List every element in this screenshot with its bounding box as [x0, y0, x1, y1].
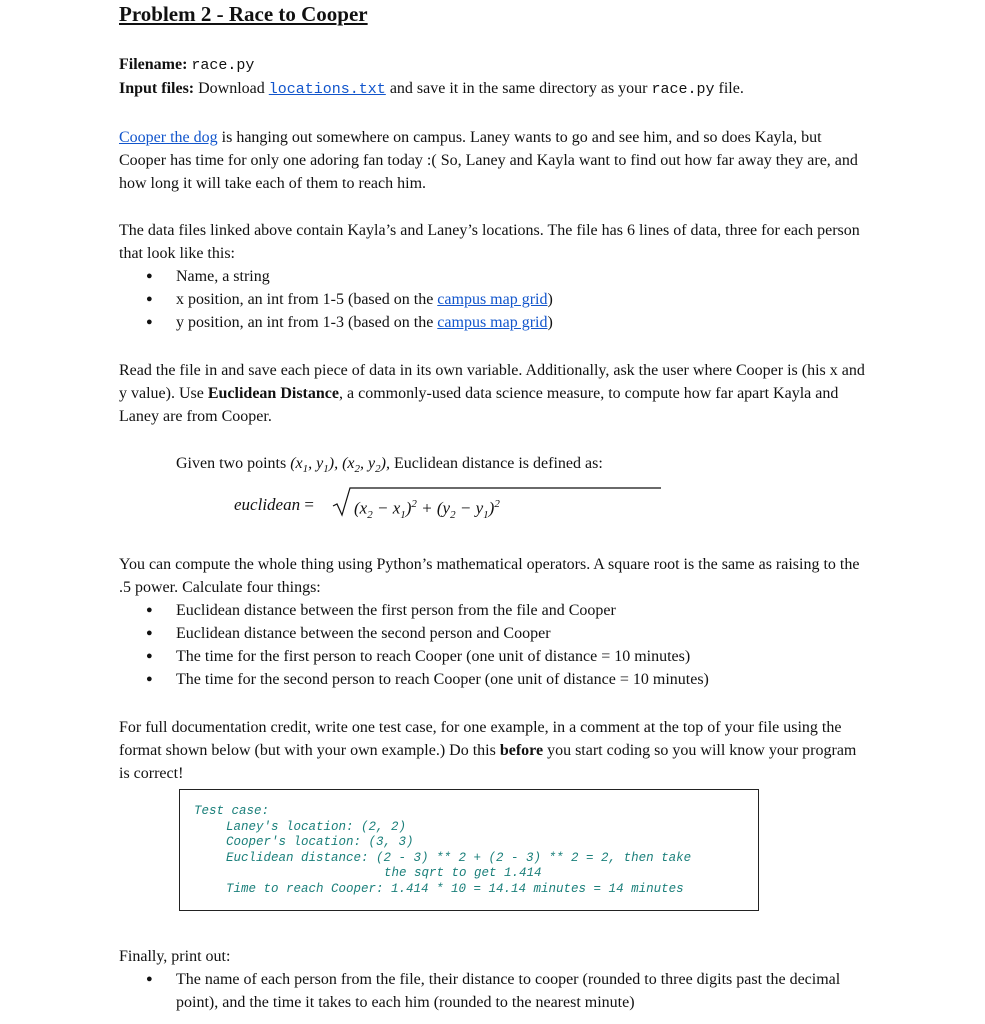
page-title: Problem 2 - Race to Cooper — [119, 2, 368, 26]
data-paragraph: The data files linked above contain Kayla’s and Laney’s locations. The file has 6 lines of data, three for each person that look like this: — [119, 222, 860, 262]
filename-value: race.py — [191, 57, 255, 74]
before-bold: before — [499, 742, 544, 759]
input-files-line — [119, 77, 869, 101]
list-item: ● Euclidean distance between the second person and Cooper — [119, 622, 869, 645]
code-line: Time to reach Cooper: 1.414 * 10 = 14.14 minutes = 14 minutes — [226, 881, 684, 896]
input-text-2: and save it in the same directory as your — [389, 80, 648, 97]
filename-line — [119, 53, 869, 77]
code-line: Laney's location: (2, 2) — [226, 819, 407, 834]
read-paragraph: Read the file in and save each piece of data in its own variable. Additionally, ask the user where Cooper is (his x and y value). Use Euclidean Distance, a commonly-used data science measure, to compute how far apart Kayla and Laney are from Cooper. — [119, 362, 865, 425]
compute-paragraph: You can compute the whole thing using Python’s mathematical operators. A square root is the same as raising to the .5 power. Calculate four things: — [119, 556, 860, 596]
code-line: the sqrt to get 1.414 — [384, 866, 542, 881]
list-item: ● The time for the second person to reach Cooper (one unit of distance = 10 minutes) — [119, 668, 869, 691]
final-list — [119, 968, 869, 1014]
campus-map-link[interactable]: campus map grid — [437, 291, 548, 308]
locations-link[interactable]: locations.txt — [268, 81, 386, 98]
code-line: Test case: — [194, 804, 270, 818]
list-item: ● x position, an int from 1-5 (based on the campus map grid) — [119, 288, 869, 311]
input-code: race.py — [651, 81, 715, 98]
input-text-1: Download — [198, 80, 265, 97]
input-files-label: Input files: — [119, 80, 195, 97]
list-item: ● y position, an int from 1-3 (based on the campus map grid) — [119, 311, 869, 334]
code-line: Euclidean distance: (2 - 3) ** 2 + (2 - 3) ** 2 = 2, then take — [226, 850, 692, 865]
list-item: ● The time for the first person to reach Cooper (one unit of distance = 10 minutes) — [119, 645, 869, 668]
cooper-link[interactable]: Cooper the dog — [119, 129, 218, 146]
campus-map-link[interactable]: campus map grid — [437, 314, 548, 331]
input-text-3: file. — [718, 80, 744, 97]
code-line: Cooper's location: (3, 3) — [226, 835, 414, 850]
list-item: ● Euclidean distance between the first person from the file and Cooper — [119, 599, 869, 622]
euclidean-distance-bold: Euclidean Distance — [207, 385, 339, 402]
euclidean-formula: euclidean = $(x_2 - x_1)^2 + (y_2 - y_1)^2$ — [234, 493, 314, 516]
list-item: ● Name, a string — [119, 265, 869, 288]
formula-intro: Given two points ($x_1$, $y_1$), ($x_2$, $y_2$), Euclidean distance is defined as: — [176, 455, 603, 476]
final-paragraph: Finally, print out: — [119, 948, 231, 965]
compute-list — [119, 599, 869, 691]
documentation-paragraph: For full documentation credit, write one test case, for one example, in a comment at the top of your file using the format shown below (but with your own example.) Do this before you start coding so you will know your program is correct! — [119, 719, 857, 782]
test-case-box — [179, 789, 759, 911]
data-list — [119, 265, 869, 334]
filename-label: Filename: — [119, 56, 188, 73]
list-item: ● The name of each person from the file, their distance to cooper (rounded to three digits past the decimal point), and the time it takes to each him (rounded to the nearest minute) — [119, 968, 869, 1014]
formula-label: euclidean — [234, 495, 301, 514]
intro-paragraph — [119, 126, 869, 195]
intro-text: is hanging out somewhere on campus. Laney wants to go and see him, and so does Kayla, but Cooper has time for only one adoring fan today :( So, Laney and Kayla want to find out how far away they are, and how long it will take each of them to reach him. — [119, 129, 858, 192]
